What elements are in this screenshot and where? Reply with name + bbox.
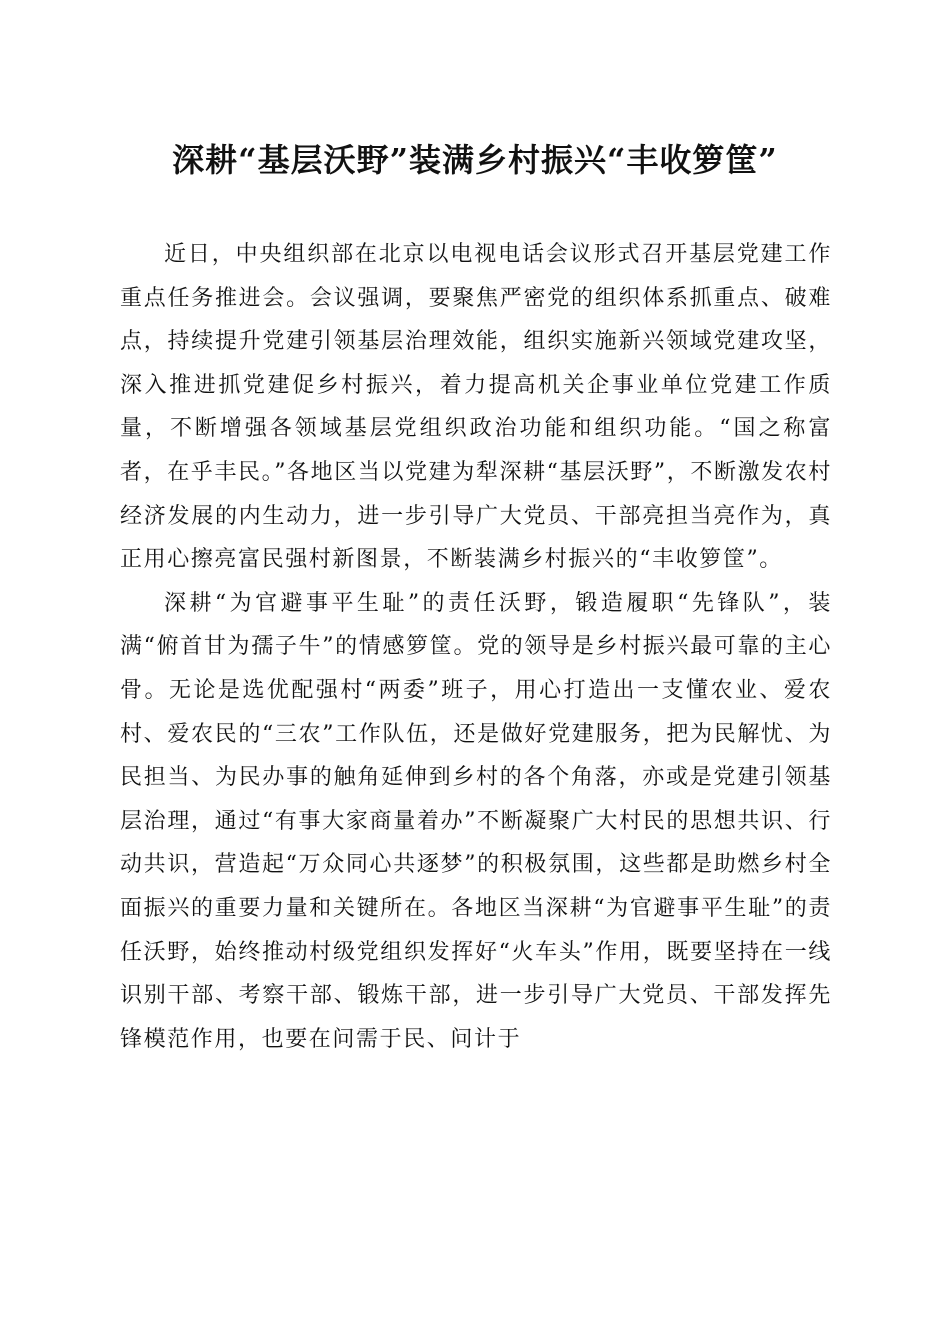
paragraph-1: 近日，中央组织部在北京以电视电话会议形式召开基层党建工作重点任务推进会。会议强调，要聚焦严密党的组织体系抓重点、破难点，持续提升党建引领基层治理效能，组织实施新兴领域党建攻坚，深入推进抓党建促乡村振兴，着力提高机关企事业单位党建工作质量，不断增强各领域基层党组织政治功能和组织功能。“国之称富者，在乎丰民。”各地区当以党建为犁深耕“基层沃野”，不断激发农村经济发展的内生动力，进一步引导广大党员、干部亮担当亮作为，真正用心擦亮富民强村新图景，不断装满乡村振兴的“丰收箩筐”。 <box>120 242 832 573</box>
document-body <box>120 233 832 1061</box>
paragraph-2: 深耕“为官避事平生耻”的责任沃野，锻造履职“先锋队”，装满“俯首甘为孺子牛”的情感箩筐。党的领导是乡村振兴最可靠的主心骨。无论是选优配强村“两委”班子，用心打造出一支懂农业、爱农村、爱农民的“三农”工作队伍，还是做好党建服务，把为民解忧、为民担当、为民办事的触角延伸到乡村的各个角落，亦或是党建引领基层治理，通过“有事大家商量着办”不断凝聚广大村民的思想共识、行动共识，营造起“万众同心共逐梦”的积极氛围，这些都是助燃乡村全面振兴的重要力量和关键所在。各地区当深耕“为官避事平生耻”的责任沃野，始终推动村级党组织发挥好“火车头”作用，既要坚持在一线识别干部、考察干部、锻炼干部，进一步引导广大党员、干部发挥先锋模范作用，也要在问需于民、问计于 <box>120 590 832 1052</box>
document-title: 深耕“基层沃野”装满乡村振兴“丰收箩筐” <box>172 141 778 179</box>
